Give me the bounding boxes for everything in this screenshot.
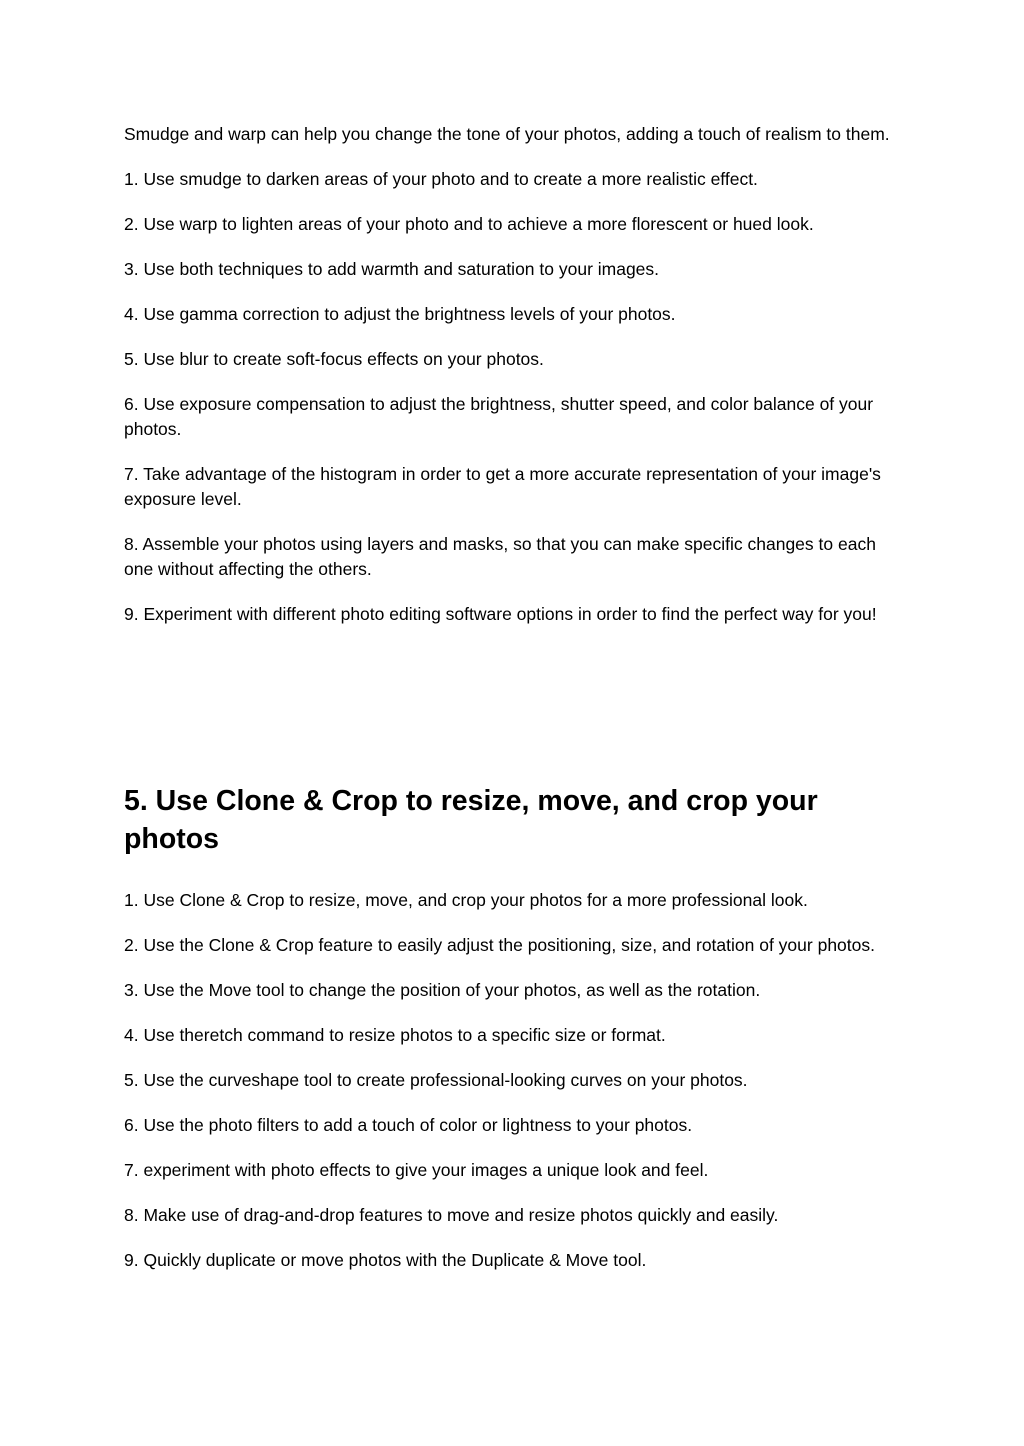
list-item: 4. Use theretch command to resize photos to a specific size or format.: [124, 1025, 666, 1045]
list-item: 2. Use warp to lighten areas of your photo and to achieve a more florescent or hued look.: [124, 214, 814, 234]
list-item: 8. Make use of drag-and-drop features to move and resize photos quickly and easily.: [124, 1205, 779, 1225]
list-item: 1. Use smudge to darken areas of your photo and to create a more realistic effect.: [124, 169, 758, 189]
list-item: 9. Experiment with different photo editing software options in order to find the perfect way for you!: [124, 604, 877, 624]
list-item: 3. Use the Move tool to change the position of your photos, as well as the rotation.: [124, 980, 761, 1000]
list-item: 2. Use the Clone & Crop feature to easily adjust the positioning, size, and rotation of your photos.: [124, 935, 875, 955]
list-item: 4. Use gamma correction to adjust the brightness levels of your photos.: [124, 304, 676, 324]
intro-paragraph: Smudge and warp can help you change the tone of your photos, adding a touch of realism to them.: [124, 124, 890, 144]
list-item: 6. Use exposure compensation to adjust the brightness, shutter speed, and color balance of your photos.: [124, 394, 874, 439]
list-item: 6. Use the photo filters to add a touch of color or lightness to your photos.: [124, 1115, 693, 1135]
list-item: 5. Use the curveshape tool to create professional-looking curves on your photos.: [124, 1070, 748, 1090]
list-item: 5. Use blur to create soft-focus effects on your photos.: [124, 349, 544, 369]
section-heading: 5. Use Clone & Crop to resize, move, and crop your photos: [124, 785, 818, 855]
list-item: 7. Take advantage of the histogram in order to get a more accurate representation of your image's exposure level.: [124, 464, 881, 509]
list-item: 1. Use Clone & Crop to resize, move, and crop your photos for a more professional look.: [124, 890, 808, 910]
section-1: [124, 122, 904, 647]
list-item: 7. experiment with photo effects to give your images a unique look and feel.: [124, 1160, 709, 1180]
list-item: 9. Quickly duplicate or move photos with the Duplicate & Move tool.: [124, 1250, 647, 1270]
list-item: 8. Assemble your photos using layers and masks, so that you can make specific changes to each one without affecting the others.: [124, 534, 876, 579]
section-2: [124, 782, 904, 1293]
list-item: 3. Use both techniques to add warmth and saturation to your images.: [124, 259, 660, 279]
